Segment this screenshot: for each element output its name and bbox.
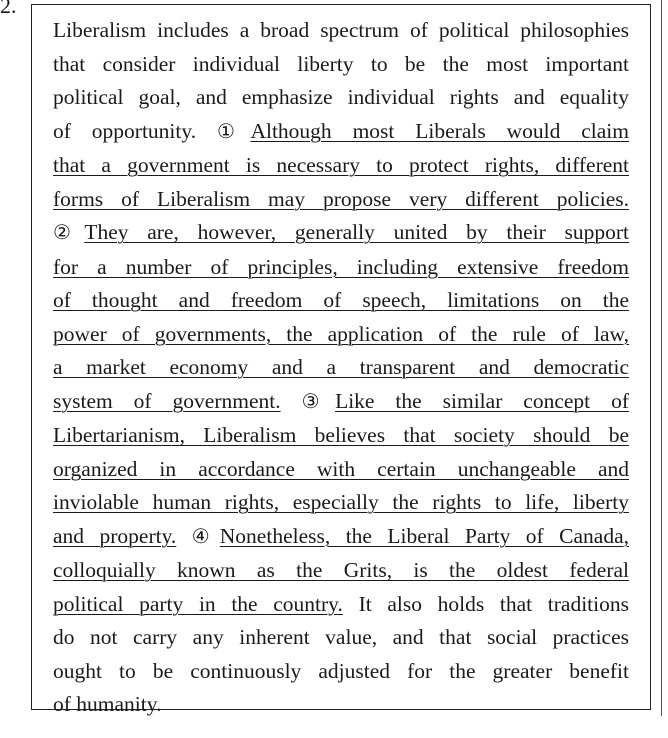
question-number: 2.	[0, 0, 17, 18]
underlined-sentence-2: a market economy and a transparent and democratic	[53, 355, 629, 379]
plain-text: It also holds that traditions	[358, 591, 629, 616]
marker-2: ②	[53, 222, 85, 244]
marker-3: ③	[301, 390, 336, 413]
plain-text: of opportunity.	[53, 118, 197, 143]
underlined-sentence-3: and property.	[53, 523, 177, 548]
underlined-sentence-3: Like the similar concept of	[335, 388, 630, 413]
passage-line	[53, 115, 629, 150]
underlined-sentence-3: Libertarianism, Liberalism believes that society should be	[53, 423, 629, 447]
passage-line: do not carry any inherent value, and that social practices	[53, 625, 629, 649]
underlined-sentence-2: They are, however, generally united by their support	[84, 220, 629, 244]
passage-line	[53, 588, 629, 622]
underlined-sentence-1: forms of Liberalism may propose very different policies.	[53, 186, 629, 211]
underlined-sentence-4: political party in the country.	[53, 591, 343, 616]
passage-line	[53, 385, 629, 420]
underlined-sentence-3: organized in accordance with certain unchangeable and	[53, 456, 629, 481]
passage-line: Liberalism includes a broad spectrum of political philosophies	[53, 18, 629, 42]
underlined-sentence-2: for a number of principles, including extensive freedom	[53, 254, 629, 279]
underlined-sentence-4: colloquially known as the Grits, is the oldest federal	[53, 558, 629, 582]
underlined-sentence-2: power of governments, the application of the rule of law,	[53, 321, 629, 346]
underlined-sentence-4: Nonetheless, the Liberal Party of Canada,	[219, 523, 629, 548]
underlined-sentence-1: that a government is necessary to protect rights, different	[53, 153, 629, 177]
passage-line: of humanity.	[53, 692, 162, 716]
passage-line: ought to be continuously adjusted for the greater benefit	[53, 658, 629, 683]
underlined-sentence-1: Although most Liberals would claim	[250, 118, 629, 143]
passage-line: that consider individual liberty to be the most important	[53, 51, 629, 76]
passage-line: political goal, and emphasize individual rights and equality	[53, 85, 629, 109]
marker-1: ①	[217, 120, 251, 143]
underlined-sentence-2: of thought and freedom of speech, limitations on the	[53, 288, 629, 312]
column-divider	[661, 0, 662, 716]
passage-line	[53, 183, 629, 217]
passage-line	[53, 520, 629, 555]
passage-line	[53, 216, 629, 251]
underlined-sentence-2: system of government.	[53, 388, 281, 413]
passage-text	[53, 14, 629, 722]
underlined-sentence-3: inviolable human rights, especially the rights to life, liberty	[53, 490, 629, 514]
marker-4: ④	[191, 525, 220, 548]
